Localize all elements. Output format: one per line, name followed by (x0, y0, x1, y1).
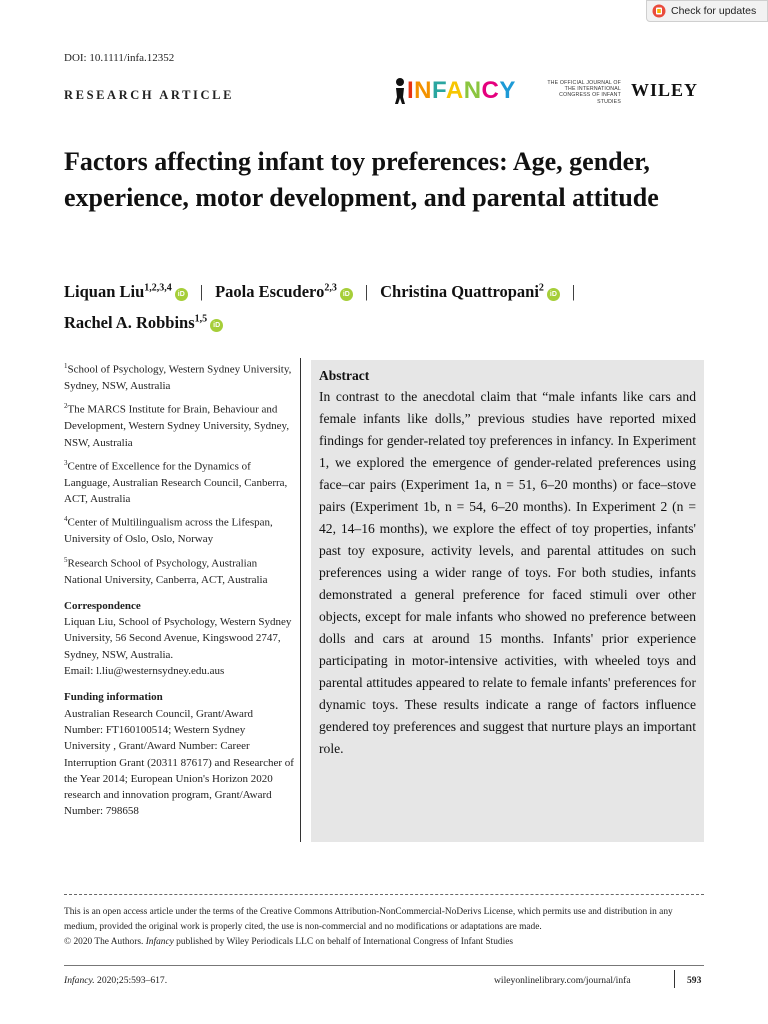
abstract-heading: Abstract (319, 368, 370, 383)
article-type: RESEARCH ARTICLE (64, 88, 235, 102)
author-separator: | (199, 281, 204, 301)
abstract-text: In contrast to the anecdotal claim that “male infants like cars and female infants like dolls,” previous studies have reported mixed findings for gender-related toy preferences in infancy. In Experiment 1, we explored the emergence of gender-related preferences using face–car pairs (Experiment 1a, n = 51, 6–20 months) or face–stove pairs (Experiment 1b, n = 54, 6–20 months). In Experiment 2 (n = 42, 14–16 months), we explore the effect of toy properties, infants' past toy exposure, activity levels, and parental attitudes on such preferences using a wider range of toys. For both studies, infants demonstrated a general preference for faced stimuli over other objects, except for male infants who showed no preference between dolls and cars at around 15 months. Infants' prior experience participating in motor-intensive activities, with wheeled toys and parental attitudes appeared to relate to female infants' preferences for dynamic toys. These results indicate a range of factors influence gendered toy preferences and suggest that nurture plays an important role. (319, 389, 696, 756)
author-separator: | (364, 281, 369, 301)
check-updates-label: Check for updates (671, 5, 757, 17)
author-4: Rachel A. Robbins$^{1,5}$ (64, 313, 208, 332)
orcid-icon[interactable]: iD (210, 319, 223, 332)
correspondence-text: Liquan Liu, School of Psychology, Western Sydney University, 56 Second Avenue, Kingswood 2747, Sydney, NSW, Australia. (64, 616, 292, 661)
infant-figure-icon (393, 77, 407, 105)
correspondence-email[interactable]: Email: l.liu@westernsydney.edu.aus (64, 665, 225, 678)
orcid-icon[interactable]: iD (340, 288, 353, 301)
affiliation: $^5$Research School of Psychology, Australian National University, Canberra, ACT, Australia (64, 555, 268, 586)
author-2: Paola Escudero$^{2,3}$ (215, 281, 337, 301)
author-1: Liquan Liu$^{1,2,3,4}$ (64, 281, 172, 301)
funding-text: Australian Research Council, Grant/Award Number: FT160100514; Western Sydney University , Grant/Award Number: Career Interruption Grant (20311 87617) and Researcher of the Year 2014; European Union's Horizon 2020 research and innovation program, Grant/Award Number: 798658 (64, 707, 294, 818)
logo-letter: N (463, 77, 482, 104)
logo-letter: Y (499, 77, 516, 104)
doi[interactable]: DOI: 10.1111/infa.12352 (64, 52, 175, 64)
author-separator: | (571, 281, 576, 301)
logo-letter: C (481, 77, 500, 104)
author-list (64, 274, 714, 337)
journal-logo (393, 75, 516, 107)
license-divider (64, 894, 704, 895)
publisher-logo: WILEY (631, 80, 699, 100)
footer-citation: Infancy. 2020;25:593–617. (64, 975, 168, 986)
logo-letter: A (445, 77, 464, 104)
copyright-text: © 2020 The Authors. Infancy published by Wiley Periodicals LLC on behalf of International Congress of Infant Studies (64, 937, 514, 947)
logo-letter: F (432, 77, 446, 104)
orcid-icon[interactable]: iD (175, 288, 188, 301)
article-title: Factors affecting infant toy preferences: Age, gender, experience, motor development, and parental attitude (64, 147, 659, 212)
affiliation: $^4$Center of Multilingualism across the Lifespan, University of Oslo, Oslo, Norway (64, 515, 273, 546)
correspondence-heading: Correspondence (64, 599, 141, 612)
footer-url[interactable]: wileyonlinelibrary.com/journal/infa (494, 975, 631, 986)
license-notice (64, 905, 704, 950)
author-3: Christina Quattropani$^2$ (380, 281, 544, 301)
orcid-icon[interactable]: iD (547, 288, 560, 301)
check-for-updates-button[interactable] (646, 0, 768, 22)
license-text: This is an open access article under the terms of the Creative Commons Attribution-NonCommercial-NoDerivs License, which permits use and distribution in any medium, provided the original work is properly cited, the use is non-commercial and no modifications or adaptations are made. (64, 907, 673, 932)
funding-heading: Funding information (64, 691, 163, 704)
affiliation: $^1$School of Psychology, Western Sydney University, Sydney, NSW, Australia (64, 362, 292, 392)
column-divider (300, 358, 301, 842)
check-updates-icon (652, 4, 666, 18)
footer-divider (64, 965, 704, 966)
journal-logo-text (407, 77, 516, 105)
logo-letter: N (414, 77, 433, 104)
article-info-column (64, 358, 294, 820)
affiliation: $^3$Centre of Excellence for the Dynamics of Language, Australian Research Council, Canberra, ACT, Australia (64, 458, 288, 506)
footer-separator (674, 970, 675, 988)
abstract-box (311, 360, 704, 842)
logo-letter: I (407, 77, 415, 104)
association-text: THE OFFICIAL JOURNAL OF THE INTERNATIONAL CONGRESS OF INFANT STUDIES (547, 80, 621, 105)
affiliation: $^2$The MARCS Institute for Brain, Behaviour and Development, Western Sydney University, Sydney, NSW, Australia (64, 402, 290, 449)
page-number: 593 (687, 975, 702, 986)
